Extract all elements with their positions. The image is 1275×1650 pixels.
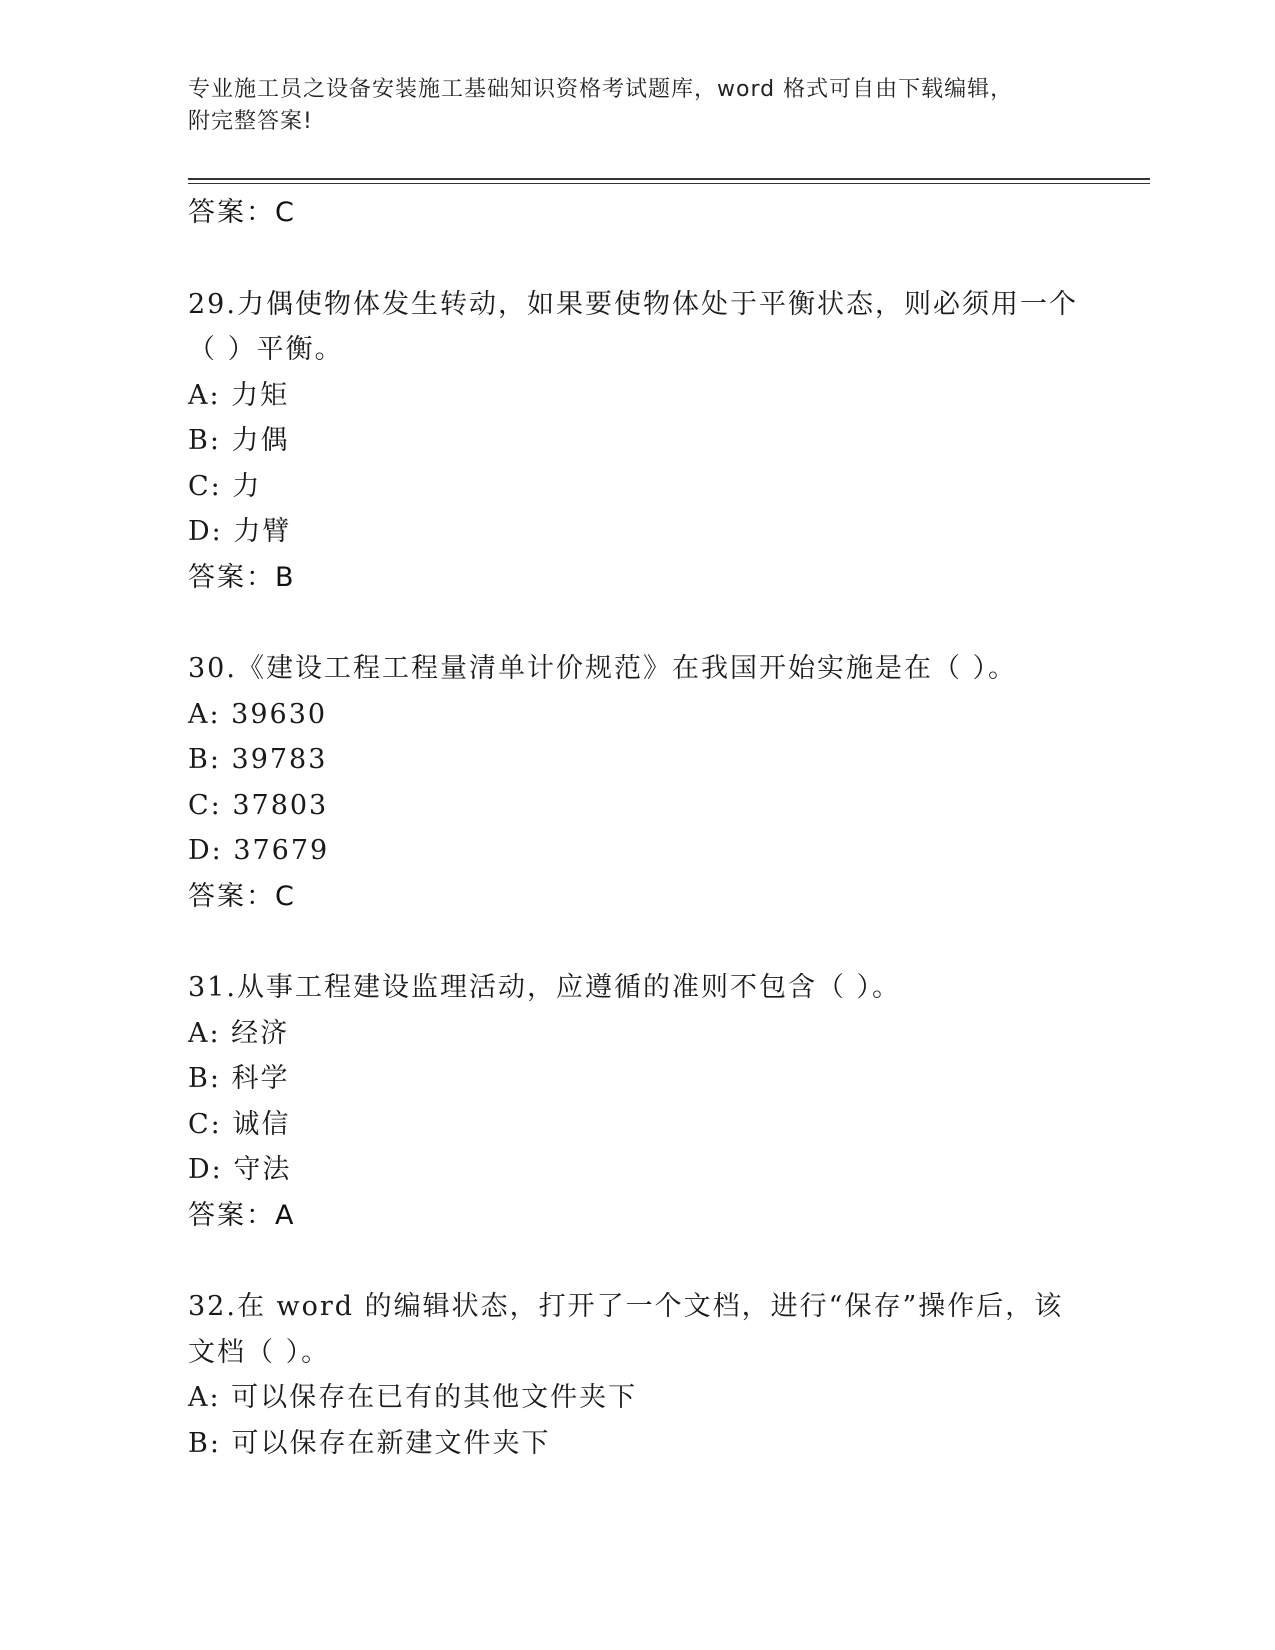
option-a: A: 可以保存在已有的其他文件夹下 xyxy=(188,1382,638,1413)
option-c: C: 力 xyxy=(188,470,262,502)
option-b: B: 可以保存在新建文件夹下 xyxy=(188,1427,551,1459)
previous-answer: 答案：C xyxy=(188,197,296,228)
option-d: D: 力臂 xyxy=(188,516,292,547)
question-stem: 文档（ ）。 xyxy=(188,1336,331,1368)
option-a: A: 39630 xyxy=(188,698,328,730)
option-a: A: 力矩 xyxy=(188,379,290,411)
spacer xyxy=(188,1238,1108,1284)
question-block xyxy=(188,282,1108,601)
spacer xyxy=(188,919,1108,965)
spacer xyxy=(188,600,1108,646)
option-b: B: 科学 xyxy=(188,1063,290,1094)
question-stem: 31.从事工程建设监理活动，应遵循的准则不包含（ ）。 xyxy=(188,972,902,1003)
option-d: D: 37679 xyxy=(188,835,330,866)
option-b: B: 力偶 xyxy=(188,425,290,456)
header-line-2: 附完整答案! xyxy=(188,109,313,134)
question-block xyxy=(188,646,1108,919)
question-block xyxy=(188,965,1108,1238)
answer-label: 答案：A xyxy=(188,1199,296,1231)
question-block xyxy=(188,1284,1108,1466)
option-b: B: 39783 xyxy=(188,744,328,775)
page-header xyxy=(188,74,1088,138)
option-c: C: 37803 xyxy=(188,789,329,821)
question-stem: 29.力偶使物体发生转动，如果要使物体处于平衡状态，则必须用一个 xyxy=(188,288,1078,320)
answer-label: 答案：B xyxy=(188,561,296,593)
answer-label: 答案：C xyxy=(188,880,296,912)
spacer xyxy=(188,236,1108,282)
question-stem: 32.在 word 的编辑状态，打开了一个文档，进行“保存”操作后，该 xyxy=(188,1291,1064,1322)
header-divider xyxy=(188,178,1150,184)
option-c: C: 诚信 xyxy=(188,1108,291,1140)
question-stem: 30.《建设工程工程量清单计价规范》在我国开始实施是在（ ）。 xyxy=(188,653,1018,684)
document-body xyxy=(188,190,1108,1466)
option-d: D: 守法 xyxy=(188,1154,292,1185)
header-line-1: 专业施工员之设备安装施工基础知识资格考试题库，word 格式可自由下载编辑， xyxy=(188,77,1014,102)
question-stem: （ ）平衡。 xyxy=(188,334,344,365)
option-a: A: 经济 xyxy=(188,1017,290,1049)
